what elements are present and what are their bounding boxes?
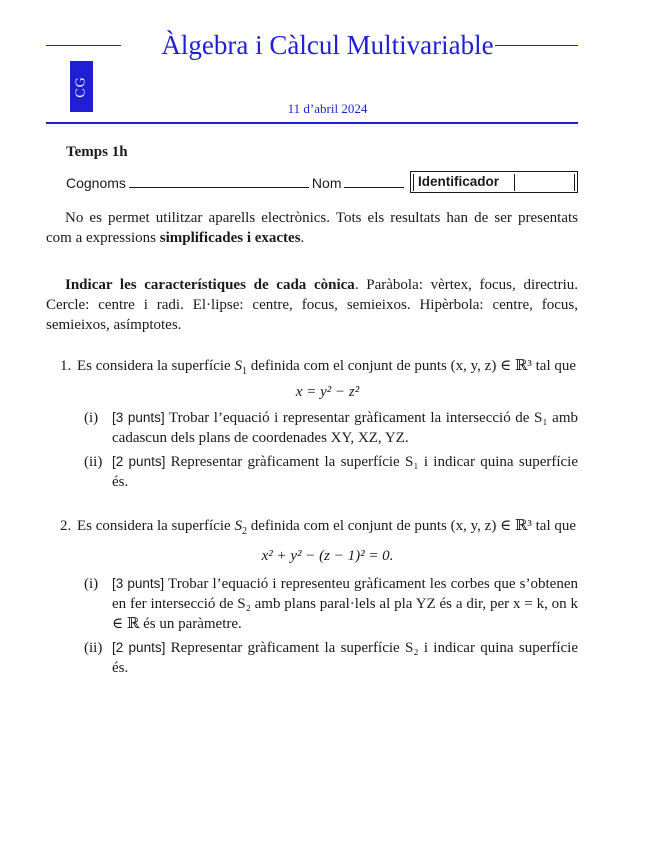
- problem-equation: x = y² − z²: [295, 384, 360, 400]
- conics-text: . Paràbola: vèrtex, focus, directriu. Cercle: centre i radi. El·lipse: centre, focus, semieixos. Hipèrbola: centre, focus, semieixos, asímptotes.: [46, 277, 578, 333]
- logo-text: CG: [73, 75, 89, 98]
- problem-number: 1.: [60, 358, 72, 374]
- surface-symbol: S: [234, 518, 242, 534]
- part-text: Representar gràficament la superfície S₁ i indicar quina superfície és.: [112, 454, 578, 490]
- conics-note: [46, 275, 578, 335]
- instructions: [46, 208, 578, 248]
- surface-symbol: S: [234, 358, 242, 374]
- identifier-label: Identificador: [413, 174, 515, 191]
- part-roman: (ii): [84, 640, 103, 656]
- problem-1: [46, 356, 578, 492]
- part-text: Representar gràficament la superfície S₂ i indicar quina superfície és.: [112, 640, 578, 676]
- part-points: [3 punts]: [112, 410, 165, 425]
- problem-1-part-ii: [84, 452, 578, 492]
- problem-2-part-ii: [84, 638, 578, 678]
- header-divider: [46, 122, 578, 124]
- time-label: Temps 1h: [66, 144, 128, 160]
- instructions-end: .: [300, 230, 305, 246]
- name-row: [66, 171, 404, 191]
- surface-subscript: 2: [241, 526, 247, 537]
- problem-2: [46, 516, 578, 678]
- instructions-emphasis: simplificades i exactes: [159, 230, 301, 246]
- instructions-text: No es permet utilitzar aparells electrònics. Tots els resultats han de ser presentats com a expressions: [46, 210, 578, 246]
- problem-intro-cont: definida com el conjunt de punts (x, y, z) ∈ ℝ³ tal que: [246, 358, 577, 374]
- conics-heading: Indicar les característiques de cada cònica: [65, 277, 355, 293]
- surname-field[interactable]: [129, 173, 309, 188]
- part-roman: (ii): [84, 454, 103, 470]
- exam-date: 11 d’abril 2024: [287, 101, 368, 116]
- part-points: [2 punts]: [112, 640, 166, 655]
- part-points: [2 punts]: [112, 454, 166, 469]
- surface-subscript: 1: [241, 366, 247, 377]
- problem-1-part-i: [84, 408, 578, 448]
- part-text: Trobar l’equació i representeu gràficament les corbes que s’obtenen en fer intersecció de S₂ amb plans paral·lels al pla YZ és a dir, per x = k, on k ∈ ℝ és un paràmetre.: [112, 576, 578, 632]
- problem-2-part-i: [84, 574, 578, 634]
- problem-intro: Es considera la superfície: [77, 358, 235, 374]
- identifier-box: [410, 171, 578, 193]
- name-label: Nom: [311, 175, 342, 191]
- title-rule-right: [495, 45, 578, 46]
- part-roman: (i): [84, 576, 99, 592]
- identifier-field[interactable]: [515, 174, 575, 191]
- surname-label: Cognoms: [66, 175, 126, 191]
- part-text: Trobar l’equació i representar gràficament la intersecció de S₁ amb cadascun dels plans de coordenades XY, XZ, YZ.: [112, 410, 578, 446]
- problem-equation: x² + y² − (z − 1)² = 0.: [261, 548, 394, 564]
- part-roman: (i): [84, 410, 99, 426]
- part-points: [3 punts]: [112, 576, 165, 591]
- problem-number: 2.: [60, 518, 72, 534]
- page-title: Àlgebra i Càlcul Multivariable: [161, 30, 494, 60]
- problem-intro: Es considera la superfície: [77, 518, 235, 534]
- problem-intro-cont: definida com el conjunt de punts (x, y, z) ∈ ℝ³ tal que: [246, 518, 577, 534]
- name-field[interactable]: [344, 173, 404, 188]
